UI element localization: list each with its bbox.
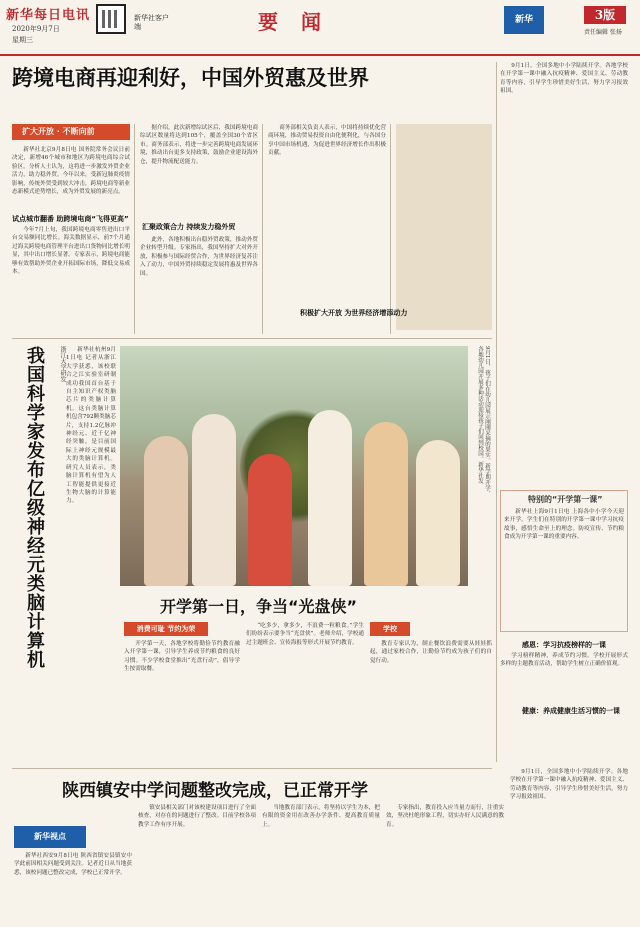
- section-divider: [12, 768, 492, 769]
- issue-date: 2020年9月7日: [12, 25, 60, 33]
- column-rule: [496, 62, 497, 762]
- brain-subhead: 浙江大学研发: [59, 346, 66, 382]
- bottom-column-5-text: 9月1日，全国多地中小学陆续开学。各地学校在开学第一课中融入抗疫精神、爱国主义、劳动教育等内容，引导学生珍惜美好生活，努力学习报效祖国。: [510, 769, 628, 801]
- lead-column-4: [140, 236, 258, 332]
- bottom-column-5: [510, 768, 628, 922]
- bottom-column-3: [262, 804, 380, 922]
- photo-child: [248, 454, 292, 586]
- brain-body-text: 新华社杭州9月1日电 记者从浙江大学获悉，该校联合之江实验室研制成功我国首台基于自主知识产权类脑芯片的类脑计算机。这台类脑计算机包含792颗类脑芯片，支持1.2亿脉冲神经元、近千亿神经突触，是目前国际上神经元规模最大的类脑计算机。研究人员表示，类脑计算机有望为人工智能提供更接近生物大脑的计算能力。: [66, 347, 116, 505]
- feature-column-3-text: 教育专家认为，制止餐饮浪费需要从娃娃抓起，通过家校合作，让勤俭节约成为孩子们的自觉行动。: [370, 641, 492, 664]
- feature-column-1-text: 开学第一天，各地学校将勤俭节约教育融入开学第一课，引导学生养成节约粮食的良好习惯。不少学校食堂推出“光盘行动”，倡导学生按需取餐。: [124, 641, 240, 673]
- photo-child: [364, 422, 408, 586]
- lead-column-5: [268, 124, 386, 324]
- column-rule: [262, 124, 263, 334]
- lead-kicker-3: 积极扩大开放 为世界经济增添动力: [300, 309, 408, 317]
- lead-column-5-text: 商务部相关负责人表示，中国将持续优化营商环境，推动贸易投资自由化便利化，与各国分享中国市场机遇，为促进世界经济增长作出积极贡献。: [268, 125, 386, 157]
- editor-credit: 责任编辑 张扬: [584, 29, 622, 36]
- bottom-column-4: [386, 804, 504, 922]
- lead-kicker-1: 试点城市翻番 助跨境电商“飞得更高”: [12, 215, 129, 223]
- section-title: 要 闻: [258, 10, 329, 34]
- masthead: [0, 0, 640, 56]
- xinhua-viewpoint-badge: 新华视点: [14, 826, 86, 848]
- bottom-column-4-text: 专家指出，教育投入应当量力而行，注重实效，坚决杜绝形象工程，切实办好人民满意的教育。: [386, 805, 504, 828]
- bottom-column-2-text: 镇安县相关部门对该校建设项目进行了全面核查，对存在的问题进行了整改。目前学校各项教学工作有序开展。: [138, 805, 256, 828]
- sidebar-kicker-2: 健康：养成健康生活习惯的一课: [522, 707, 620, 715]
- sidebar-body-2: [500, 652, 628, 702]
- lead-kicker-2: 汇聚政策合力 持续发力稳外贸: [142, 223, 236, 231]
- lead-column-4-text: 此外，各地积极出台稳外贸政策，推动外贸企业转型升级。专家指出，我国坚持扩大对外开放，积极参与国际经贸合作，为世界经济复苏注入了动力，中国外贸持续稳定发展将惠及世界各国。: [140, 237, 258, 277]
- sidebar-title: 特别的“开学第一课”: [528, 495, 603, 504]
- lead-column-3-text: 据介绍，此次新增综试区后，我国跨境电商综试区数量将达到105个，覆盖全国30个省区市。商务部表示，将进一步完善跨境电商发展环境，推动出台更多支持政策，鼓励企业建设海外仓，提升物流配送能力。: [140, 125, 258, 165]
- feature-column-1: [124, 640, 240, 764]
- lead-sidebar-panel: [396, 124, 492, 330]
- photo-child: [308, 410, 352, 586]
- sidebar-right-text: 9月1日，全国多地中小学陆续开学。各地学校在开学第一课中融入抗疫精神、爱国主义、劳动教育等内容，引导学生珍惜美好生活，努力学习报效祖国。: [500, 63, 628, 95]
- sidebar-right-column: [500, 62, 628, 482]
- photo-child: [416, 440, 460, 586]
- sidebar-box-text: 新华社上海9月1日电 上海各中小学今天迎来开学。学生们在特别的开学第一课中学习抗疫故事，感悟生命至上的理念。防疫宣传、节约粮食成为开学第一课的重要内容。: [504, 509, 624, 541]
- photo-child: [192, 414, 236, 586]
- qr-label: 新华社客户端: [134, 14, 169, 31]
- feature-headline: 开学第一日，争当“光盘侠”: [160, 597, 358, 616]
- column-rule: [134, 124, 135, 334]
- brain-headline: 我国科学家发布亿级神经元类脑计算机: [24, 346, 45, 669]
- sidebar-kicker-1: 感恩：学习抗疫榜样的一课: [522, 641, 606, 649]
- brand-logo: 新华: [504, 6, 544, 34]
- lead-subhead-bar: 扩大开放 · 不断向前: [12, 124, 130, 140]
- lead-column-2: [12, 226, 130, 330]
- lead-column-1: [12, 146, 130, 212]
- qr-code-icon: [96, 4, 126, 34]
- feature-column-2: [246, 622, 364, 764]
- feature-column-3: [370, 640, 492, 764]
- feature-tag-2: 学校: [370, 622, 410, 636]
- bottom-column-3-text: 当地教育部门表示，将坚持以学生为本，把有限的资金用在改善办学条件、提高教育质量上。: [262, 805, 380, 828]
- children-photo: [120, 346, 468, 586]
- photo-caption: 9月1日，孩子们在幼儿园展示刚刚采摘的果实。新学期开学，各地幼儿园开展多种活动迎接孩子们回到校园。新华社发: [477, 346, 490, 496]
- bottom-column-2: [138, 804, 256, 922]
- bottom-headline: 陕西镇安中学问题整改完成，已正常开学: [62, 781, 368, 801]
- bottom-column-1-text: 新华社西安9月8日电 陕西省镇安县镇安中学此前因相关问题受到关注。记者近日从当地获悉，该校问题已整改完成，学校已正常开学。: [14, 853, 132, 876]
- paper-name: 新华每日电讯: [6, 8, 91, 23]
- lead-column-3: [140, 124, 258, 220]
- sidebar-body-2-text: 学习榜样精神，养成节约习惯。学校开展形式多样的主题教育活动，帮助学生树立正确价值观。: [500, 653, 628, 668]
- brain-body: [66, 346, 116, 746]
- bottom-column-1: [14, 852, 132, 922]
- column-rule: [390, 124, 391, 334]
- lead-column-1-text: 新华社北京9月8日电 国务院常务会议日前决定，新增46个城市和地区为跨境电商综合试验区。分析人士认为，这将进一步激发外贸企业活力，助力稳外贸。今年以来，受新冠肺炎疫情影响，传统外贸受到较大冲击，跨境电商等新业态新模式逆势增长，成为外贸发展的新亮点。: [12, 147, 130, 196]
- lead-headline: 跨境电商再迎利好，中国外贸惠及世界: [12, 66, 369, 90]
- photo-child: [144, 436, 188, 586]
- lead-column-2-text: 今年7月上旬，我国跨境电商零售进出口平台交易额同比增长。海关数据显示，前7个月通过海关跨境电商管理平台进出口货物同比增长明显，其中出口增长显著。专家表示，跨境电商能够有效帮助外贸企业开拓国际市场，降低交易成本。: [12, 227, 130, 276]
- issue-weekday: 星期三: [12, 36, 33, 44]
- section-divider: [12, 338, 492, 339]
- page-number: 3版: [584, 6, 626, 24]
- sidebar-box-body: [504, 508, 624, 628]
- feature-column-2-text: “吃多少，拿多少，不浪费一粒粮食。”学生们纷纷表示要争当“光盘侠”。老师介绍，学校通过主题班会、宣传海报等形式开展节约教育。: [246, 623, 364, 646]
- feature-tag-1: 消费可耻 节约为荣: [124, 622, 208, 636]
